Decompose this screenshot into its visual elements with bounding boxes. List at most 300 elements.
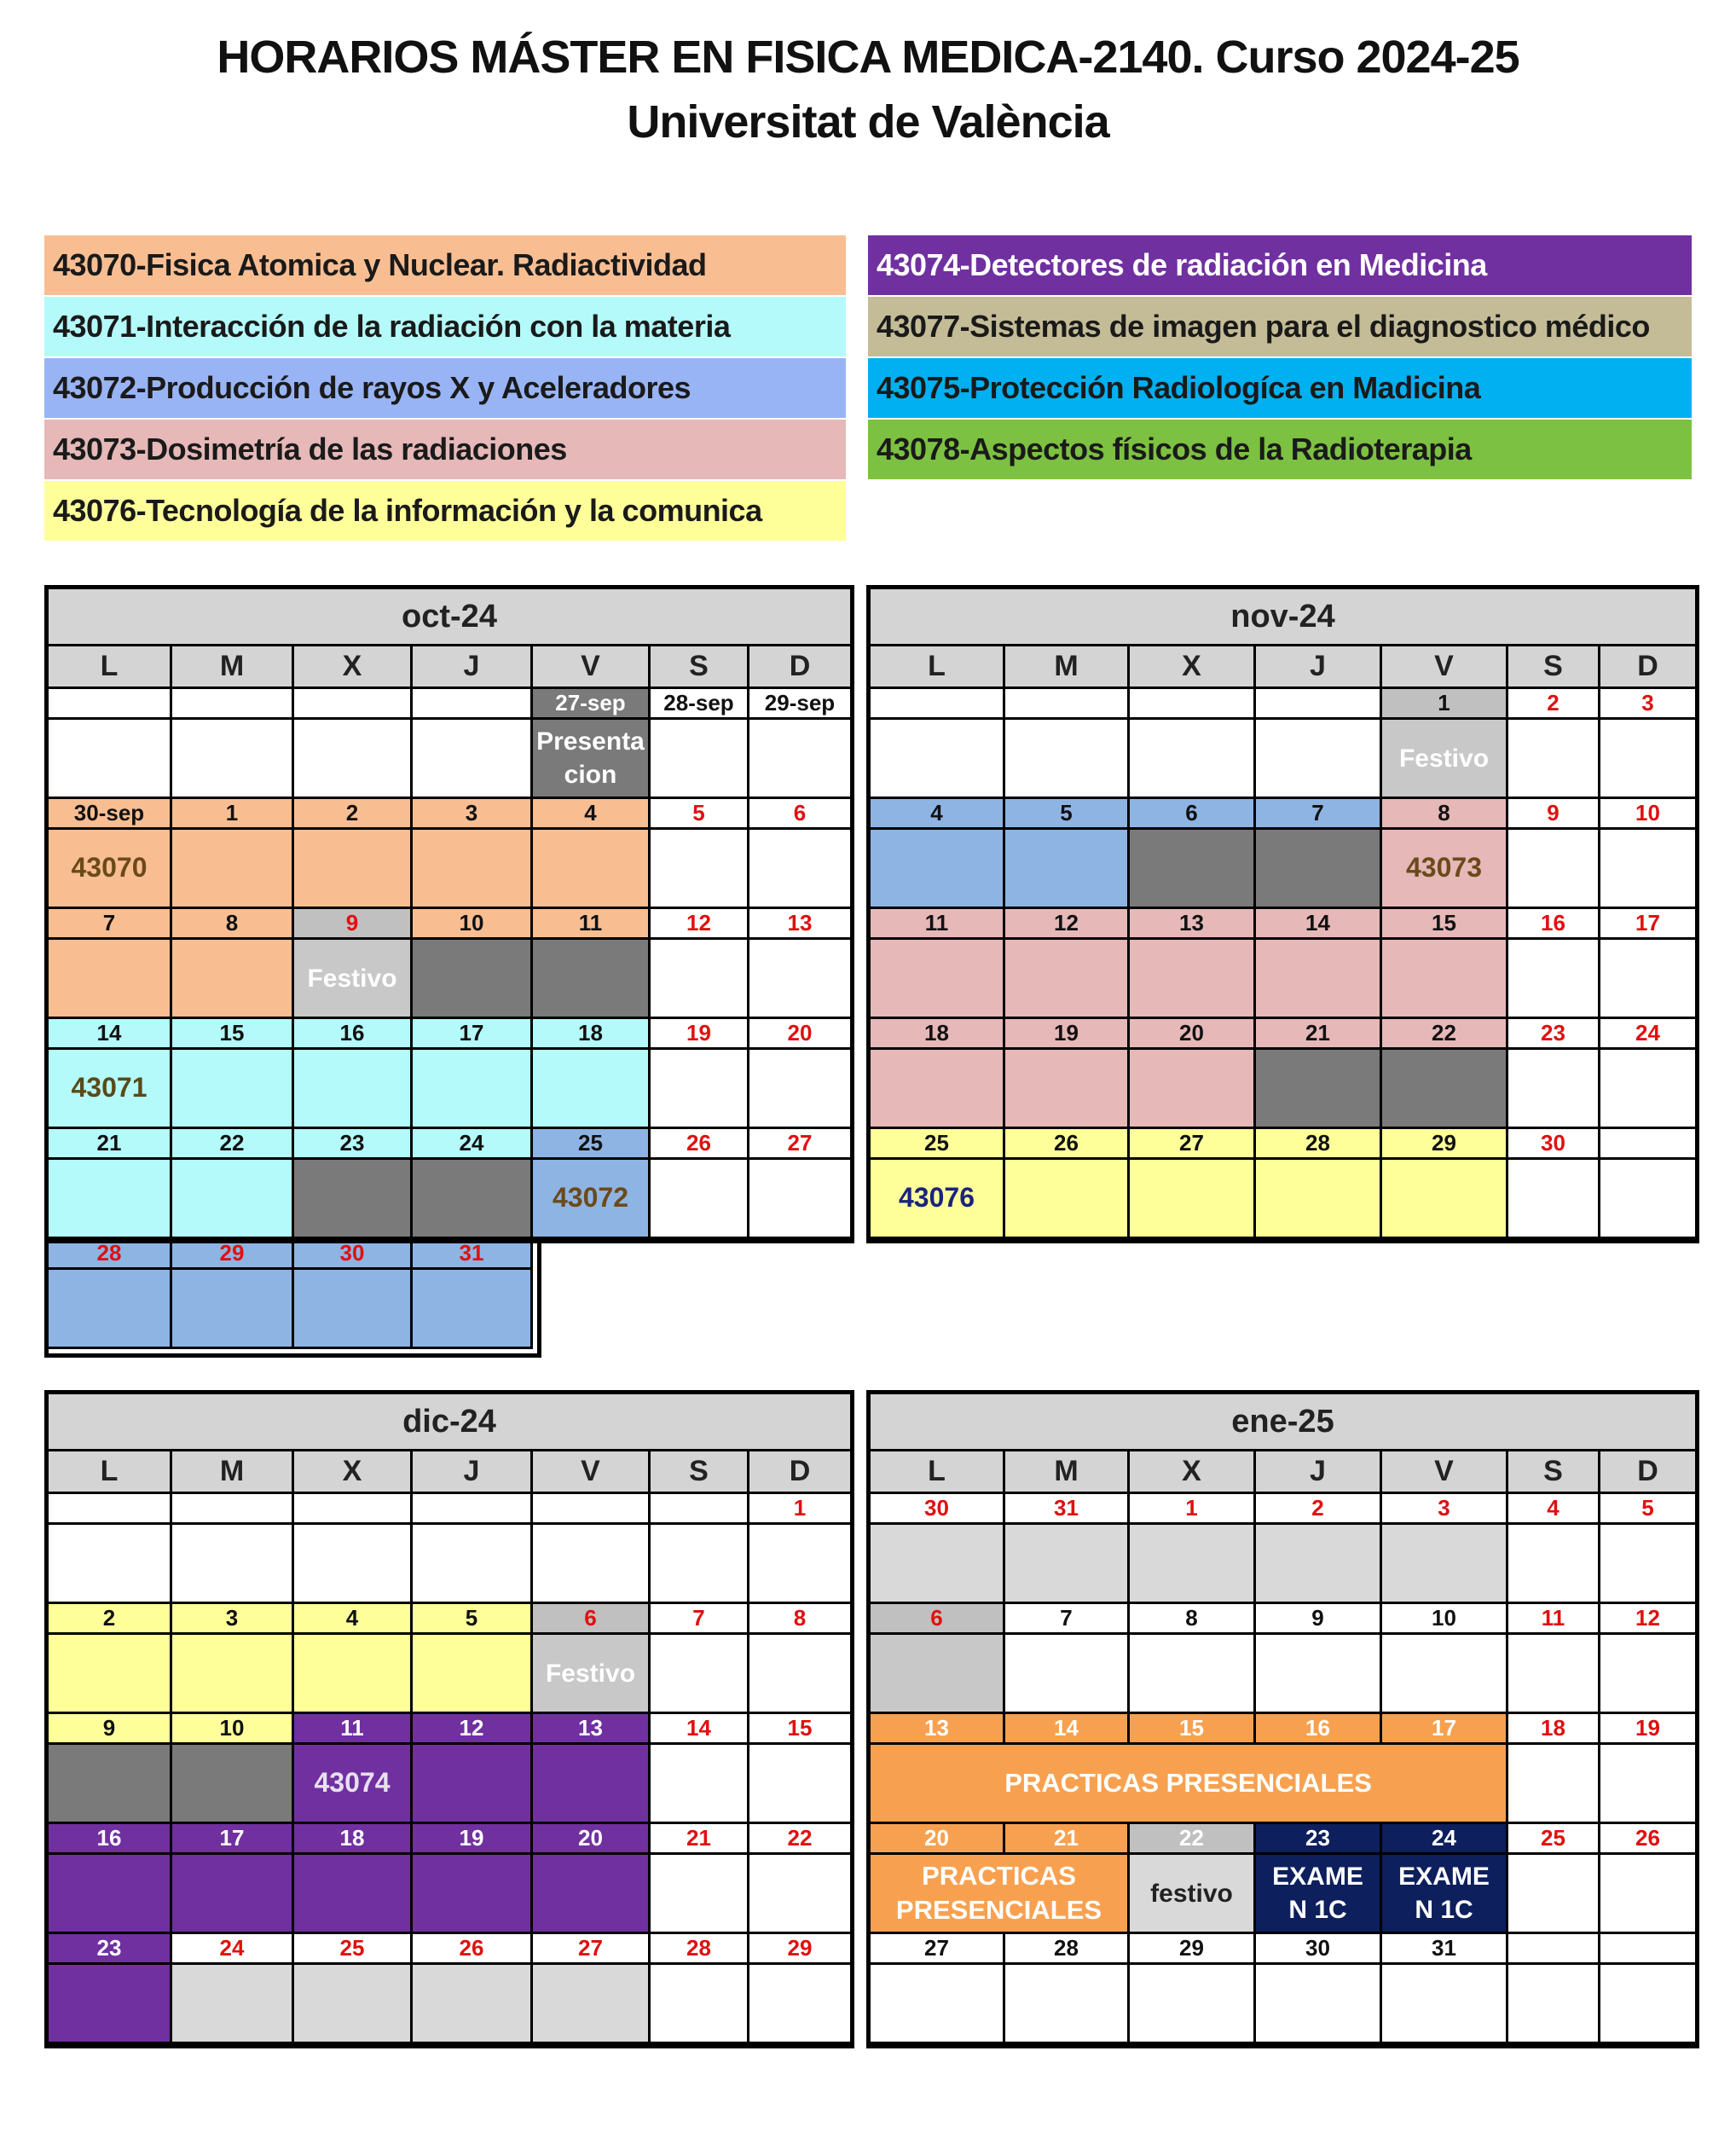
day-cell — [1508, 1160, 1600, 1239]
day-number: 10 — [1382, 1604, 1508, 1635]
day-cell — [1005, 830, 1130, 909]
day-cell — [1600, 1050, 1695, 1129]
day-cell — [294, 1270, 413, 1349]
day-number: 6 — [1130, 799, 1256, 830]
day-number: 9 — [1508, 799, 1600, 830]
day-number: 23 — [49, 1934, 172, 1965]
day-number: 25 — [294, 1934, 413, 1965]
day-number: 9 — [49, 1714, 172, 1745]
day-cell — [871, 1635, 1005, 1714]
weekday-header: S — [651, 1451, 749, 1494]
day-number: 23 — [1256, 1824, 1382, 1855]
calendar-dic-24 — [44, 1390, 854, 2048]
weekday-header: V — [1382, 646, 1508, 689]
day-number: 29 — [1130, 1934, 1256, 1965]
day-number: 17 — [1382, 1714, 1508, 1745]
day-event: 43072 — [533, 1160, 651, 1239]
day-event: festivo — [1130, 1855, 1256, 1934]
day-cell — [1256, 830, 1382, 909]
month-title: ene-25 — [871, 1394, 1695, 1451]
day-number: 21 — [1005, 1824, 1130, 1855]
day-number — [1600, 1934, 1695, 1965]
day-cell — [533, 1855, 651, 1934]
day-cell — [651, 830, 749, 909]
day-number — [651, 1494, 749, 1525]
day-cell — [1005, 1965, 1130, 2044]
day-number: 19 — [413, 1824, 533, 1855]
day-number: 21 — [651, 1824, 749, 1855]
day-cell — [651, 1050, 749, 1129]
day-cell — [651, 1160, 749, 1239]
day-number: 18 — [294, 1824, 413, 1855]
day-cell — [1130, 1525, 1256, 1604]
day-cell — [172, 1965, 294, 2044]
day-number: 13 — [749, 909, 850, 940]
day-number: 15 — [1130, 1714, 1256, 1745]
legend-item-43073: 43073-Dosimetría de las radiaciones — [44, 420, 846, 479]
day-cell — [1256, 1525, 1382, 1604]
day-number: 28 — [651, 1934, 749, 1965]
day-number: 28 — [49, 1239, 172, 1270]
calendar-nov-24 — [866, 585, 1699, 1243]
day-cell — [1005, 1160, 1130, 1239]
day-number: 17 — [172, 1824, 294, 1855]
weekday-header: J — [413, 646, 533, 689]
day-number: 24 — [172, 1934, 294, 1965]
day-event: PRACTICAS PRESENCIALES — [871, 1745, 1508, 1824]
day-cell — [294, 830, 413, 909]
day-number: 20 — [871, 1824, 1005, 1855]
day-cell — [413, 830, 533, 909]
month-title: oct-24 — [49, 589, 850, 646]
day-number: 7 — [49, 909, 172, 940]
day-cell — [294, 720, 413, 799]
day-cell — [749, 1525, 850, 1604]
calendar-ene-25 — [866, 1390, 1699, 2048]
day-number — [49, 1494, 172, 1525]
day-number: 26 — [651, 1129, 749, 1160]
day-number — [413, 689, 533, 720]
day-cell — [172, 940, 294, 1019]
day-number: 13 — [533, 1714, 651, 1745]
day-number: 27-sep — [533, 689, 651, 720]
day-cell — [49, 940, 172, 1019]
day-cell — [1130, 720, 1256, 799]
day-number: 24 — [1600, 1019, 1695, 1050]
day-cell — [1256, 940, 1382, 1019]
day-number: 10 — [1600, 799, 1695, 830]
day-number: 12 — [1600, 1604, 1695, 1635]
day-number: 3 — [413, 799, 533, 830]
day-number: 31 — [1005, 1494, 1130, 1525]
day-number: 7 — [651, 1604, 749, 1635]
weekday-header: M — [1005, 646, 1130, 689]
day-cell — [413, 1160, 533, 1239]
day-cell — [1508, 1965, 1600, 2044]
day-cell — [1130, 1050, 1256, 1129]
day-cell — [413, 1855, 533, 1934]
day-number: 21 — [49, 1129, 172, 1160]
day-number: 9 — [294, 909, 413, 940]
day-number: 5 — [1600, 1494, 1695, 1525]
day-cell — [1005, 1525, 1130, 1604]
legend-item-43077: 43077-Sistemas de imagen para el diagnostico médico — [868, 297, 1692, 356]
day-number: 3 — [1600, 689, 1695, 720]
day-cell — [749, 1745, 850, 1824]
day-cell — [1600, 1965, 1695, 2044]
day-cell — [1382, 1160, 1508, 1239]
day-number: 6 — [533, 1604, 651, 1635]
day-number: 2 — [294, 799, 413, 830]
day-cell — [533, 1525, 651, 1604]
day-number: 16 — [49, 1824, 172, 1855]
day-number: 17 — [413, 1019, 533, 1050]
day-cell — [49, 1855, 172, 1934]
day-cell — [1256, 720, 1382, 799]
day-number: 10 — [413, 909, 533, 940]
day-cell — [871, 940, 1005, 1019]
weekday-header: X — [294, 646, 413, 689]
day-number: 12 — [1005, 909, 1130, 940]
day-number: 6 — [871, 1604, 1005, 1635]
day-event: PRACTICAS PRESENCIALES — [871, 1855, 1130, 1934]
day-cell — [172, 720, 294, 799]
day-number: 25 — [871, 1129, 1005, 1160]
day-cell — [294, 1050, 413, 1129]
day-cell — [1382, 940, 1508, 1019]
day-number: 4 — [871, 799, 1005, 830]
day-cell — [749, 1160, 850, 1239]
day-number: 24 — [413, 1129, 533, 1160]
day-number: 27 — [1130, 1129, 1256, 1160]
day-number: 30 — [1256, 1934, 1382, 1965]
day-cell — [1600, 1745, 1695, 1824]
day-number: 8 — [749, 1604, 850, 1635]
day-number: 15 — [172, 1019, 294, 1050]
day-number: 23 — [1508, 1019, 1600, 1050]
day-cell — [413, 1525, 533, 1604]
weekday-header: D — [1600, 1451, 1695, 1494]
day-cell — [49, 1965, 172, 2044]
day-number: 22 — [749, 1824, 850, 1855]
day-number: 11 — [533, 909, 651, 940]
weekday-header: X — [1130, 646, 1256, 689]
day-number: 11 — [1508, 1604, 1600, 1635]
weekday-header: M — [172, 646, 294, 689]
day-cell — [871, 830, 1005, 909]
day-cell — [172, 830, 294, 909]
legend-item-43074: 43074-Detectores de radiación en Medicina — [868, 235, 1692, 295]
day-cell — [413, 1745, 533, 1824]
day-cell — [413, 940, 533, 1019]
day-number: 12 — [651, 909, 749, 940]
day-cell — [1382, 1525, 1508, 1604]
day-number: 20 — [1130, 1019, 1256, 1050]
day-number: 11 — [871, 909, 1005, 940]
day-cell — [413, 1635, 533, 1714]
day-number: 14 — [49, 1019, 172, 1050]
weekday-header: V — [1382, 1451, 1508, 1494]
day-cell — [1600, 830, 1695, 909]
day-number: 8 — [1130, 1604, 1256, 1635]
day-cell — [1508, 940, 1600, 1019]
day-cell — [749, 1635, 850, 1714]
calendar-oct-24 — [44, 585, 854, 1266]
day-cell — [533, 1745, 651, 1824]
month-title: dic-24 — [49, 1394, 850, 1451]
weekday-header: D — [749, 1451, 850, 1494]
day-number: 14 — [1256, 909, 1382, 940]
day-number — [1256, 689, 1382, 720]
weekday-header: V — [533, 646, 651, 689]
day-number: 30 — [871, 1494, 1005, 1525]
legend-item-43071: 43071-Interacción de la radiación con la materia — [44, 297, 846, 356]
day-event: EXAME N 1C — [1256, 1855, 1382, 1934]
day-number: 9 — [1256, 1604, 1382, 1635]
day-cell — [749, 830, 850, 909]
day-number — [1005, 689, 1130, 720]
day-number: 10 — [172, 1714, 294, 1745]
day-cell — [1508, 1050, 1600, 1129]
page-subtitle: Universitat de València — [627, 96, 1109, 148]
day-event: 43070 — [49, 830, 172, 909]
day-number — [1130, 689, 1256, 720]
day-number: 24 — [1382, 1824, 1508, 1855]
day-number: 16 — [294, 1019, 413, 1050]
weekday-header: S — [1508, 646, 1600, 689]
weekday-header: J — [1256, 1451, 1382, 1494]
day-cell — [651, 940, 749, 1019]
day-number — [294, 1494, 413, 1525]
day-number — [1508, 1934, 1600, 1965]
day-cell — [1256, 1160, 1382, 1239]
day-cell — [49, 1160, 172, 1239]
day-number — [533, 1494, 651, 1525]
day-number: 2 — [1256, 1494, 1382, 1525]
day-cell — [749, 940, 850, 1019]
day-number: 20 — [533, 1824, 651, 1855]
day-event: EXAME N 1C — [1382, 1855, 1508, 1934]
day-number: 30-sep — [49, 799, 172, 830]
day-number — [1600, 1129, 1695, 1160]
day-number: 28 — [1005, 1934, 1130, 1965]
month-title: nov-24 — [871, 589, 1695, 646]
day-cell — [294, 1965, 413, 2044]
day-number: 22 — [1130, 1824, 1256, 1855]
day-number: 21 — [1256, 1019, 1382, 1050]
day-cell — [1600, 1635, 1695, 1714]
weekday-header: J — [1256, 646, 1382, 689]
day-number: 1 — [749, 1494, 850, 1525]
day-cell — [1600, 940, 1695, 1019]
day-number — [172, 689, 294, 720]
weekday-header: S — [1508, 1451, 1600, 1494]
day-number: 30 — [294, 1239, 413, 1270]
day-number: 8 — [1382, 799, 1508, 830]
day-cell — [49, 1270, 172, 1349]
day-cell — [1005, 940, 1130, 1019]
page-title: HORARIOS MÁSTER EN FISICA MEDICA-2140. Curso 2024-25 — [217, 32, 1519, 83]
day-number: 14 — [1005, 1714, 1130, 1745]
day-number: 16 — [1508, 909, 1600, 940]
day-number: 19 — [1005, 1019, 1130, 1050]
day-event: Festivo — [294, 940, 413, 1019]
day-number: 29 — [1382, 1129, 1508, 1160]
day-cell — [1382, 1635, 1508, 1714]
day-cell — [1130, 940, 1256, 1019]
day-cell — [533, 940, 651, 1019]
weekday-header: L — [871, 1451, 1005, 1494]
day-cell — [871, 720, 1005, 799]
day-number: 14 — [651, 1714, 749, 1745]
day-cell — [651, 1745, 749, 1824]
day-cell — [1130, 1965, 1256, 2044]
legend-item-43070: 43070-Fisica Atomica y Nuclear. Radiactividad — [44, 235, 846, 295]
day-cell — [1130, 1635, 1256, 1714]
day-number: 4 — [294, 1604, 413, 1635]
day-cell — [1600, 1855, 1695, 1934]
weekday-header: S — [651, 646, 749, 689]
day-cell — [413, 1965, 533, 2044]
day-number: 18 — [533, 1019, 651, 1050]
day-cell — [1005, 720, 1130, 799]
day-number: 17 — [1600, 909, 1695, 940]
day-cell — [1508, 720, 1600, 799]
day-event: 43071 — [49, 1050, 172, 1129]
day-number: 16 — [1256, 1714, 1382, 1745]
day-number: 13 — [871, 1714, 1005, 1745]
day-cell — [172, 1525, 294, 1604]
day-number: 31 — [1382, 1934, 1508, 1965]
legend-item-43075: 43075-Protección Radiologíca en Madicina — [868, 358, 1692, 418]
weekday-header: M — [1005, 1451, 1130, 1494]
day-cell — [1508, 1745, 1600, 1824]
day-number: 5 — [413, 1604, 533, 1635]
day-number — [294, 689, 413, 720]
day-cell — [1256, 1635, 1382, 1714]
day-cell — [1382, 1965, 1508, 2044]
day-cell — [533, 1050, 651, 1129]
day-cell — [651, 1855, 749, 1934]
day-cell — [172, 1745, 294, 1824]
day-number: 7 — [1256, 799, 1382, 830]
day-cell — [1256, 1050, 1382, 1129]
day-number: 28-sep — [651, 689, 749, 720]
day-cell — [49, 720, 172, 799]
day-cell — [1382, 1050, 1508, 1129]
day-cell — [749, 1050, 850, 1129]
day-number: 20 — [749, 1019, 850, 1050]
day-cell — [533, 830, 651, 909]
weekday-header: V — [533, 1451, 651, 1494]
day-cell — [172, 1855, 294, 1934]
day-cell — [1508, 1855, 1600, 1934]
day-number: 28 — [1256, 1129, 1382, 1160]
day-number: 27 — [749, 1129, 850, 1160]
weekday-header: D — [1600, 646, 1695, 689]
weekday-header: L — [49, 1451, 172, 1494]
day-number: 4 — [533, 799, 651, 830]
day-number: 1 — [1130, 1494, 1256, 1525]
day-number: 15 — [1382, 909, 1508, 940]
day-cell — [1005, 1050, 1130, 1129]
day-cell — [294, 1160, 413, 1239]
day-number: 8 — [172, 909, 294, 940]
day-cell — [749, 1855, 850, 1934]
day-cell — [172, 1270, 294, 1349]
day-number: 31 — [413, 1239, 533, 1270]
weekday-header: M — [172, 1451, 294, 1494]
day-number: 19 — [651, 1019, 749, 1050]
day-event: 43073 — [1382, 830, 1508, 909]
day-cell — [413, 1050, 533, 1129]
day-cell — [1130, 830, 1256, 909]
day-number: 5 — [1005, 799, 1130, 830]
weekday-header: J — [413, 1451, 533, 1494]
day-number: 26 — [1005, 1129, 1130, 1160]
day-number: 6 — [749, 799, 850, 830]
day-cell — [533, 1965, 651, 2044]
legend-item-43072: 43072-Producción de rayos X y Aceleradores — [44, 358, 846, 418]
weekday-header: X — [1130, 1451, 1256, 1494]
day-cell — [172, 1635, 294, 1714]
day-cell — [1005, 1635, 1130, 1714]
day-cell — [172, 1050, 294, 1129]
day-number: 2 — [1508, 689, 1600, 720]
weekday-header: X — [294, 1451, 413, 1494]
day-number: 22 — [172, 1129, 294, 1160]
day-number: 3 — [172, 1604, 294, 1635]
day-number: 1 — [172, 799, 294, 830]
day-number: 7 — [1005, 1604, 1130, 1635]
day-event: 43074 — [294, 1745, 413, 1824]
day-cell — [413, 720, 533, 799]
day-number: 27 — [533, 1934, 651, 1965]
day-cell — [1508, 1635, 1600, 1714]
day-event: 43076 — [871, 1160, 1005, 1239]
day-number: 18 — [871, 1019, 1005, 1050]
day-number: 27 — [871, 1934, 1005, 1965]
day-cell — [749, 1965, 850, 2044]
day-number — [49, 689, 172, 720]
day-number: 29 — [172, 1239, 294, 1270]
day-number: 29-sep — [749, 689, 850, 720]
day-cell — [49, 1525, 172, 1604]
day-number: 25 — [533, 1129, 651, 1160]
day-cell — [651, 1635, 749, 1714]
legend-item-43076: 43076-Tecnología de la información y la comunica — [44, 481, 846, 541]
day-number: 30 — [1508, 1129, 1600, 1160]
day-number: 29 — [749, 1934, 850, 1965]
day-cell — [651, 1525, 749, 1604]
day-cell — [749, 720, 850, 799]
day-number: 18 — [1508, 1714, 1600, 1745]
day-number: 5 — [651, 799, 749, 830]
day-event: Festivo — [533, 1635, 651, 1714]
day-cell — [49, 1635, 172, 1714]
day-event: Presenta cion — [533, 720, 651, 799]
day-number: 13 — [1130, 909, 1256, 940]
day-cell — [294, 1855, 413, 1934]
day-cell — [1600, 1160, 1695, 1239]
day-cell — [1130, 1160, 1256, 1239]
day-cell — [294, 1525, 413, 1604]
day-event: Festivo — [1382, 720, 1508, 799]
day-cell — [413, 1270, 533, 1349]
day-number: 15 — [749, 1714, 850, 1745]
day-number: 22 — [1382, 1019, 1508, 1050]
day-number: 26 — [413, 1934, 533, 1965]
